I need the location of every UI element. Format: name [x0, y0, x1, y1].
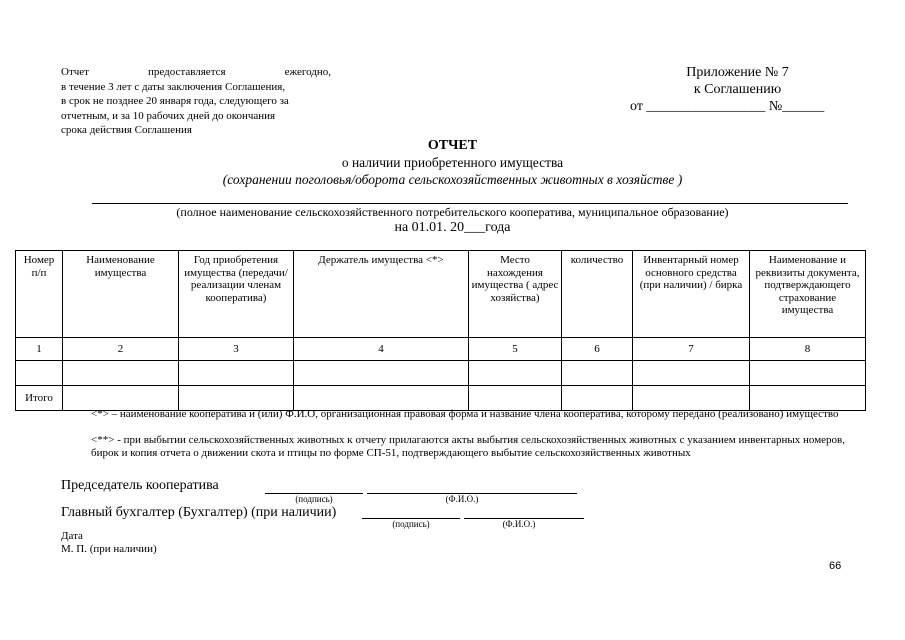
accountant-signature-hint: (подпись) [392, 519, 430, 529]
table-number-row [16, 338, 866, 361]
table-cell[interactable] [179, 386, 294, 411]
organization-name-line [92, 203, 848, 204]
footnote-disposal-text: <**> - при выбытии сельскохозяйственных животных к отчету прилагаются акты выбытия сельскохозяйственных животных с указанием инвентарных номеров, бирок и копия отчета о движении скота и птицы по форме СП-51, подтверждающего выбытие сельскохозяйственных животных [91, 434, 845, 459]
header-cell: Место нахождения имущества ( адрес хозяйства) [469, 251, 562, 338]
footnote-disposal [61, 434, 845, 459]
table-cell[interactable] [750, 386, 866, 411]
header-cell: Номер п/п [16, 251, 63, 338]
accountant-name-hint: (Ф.И.О.) [502, 519, 536, 529]
header-cell: количество [562, 251, 633, 338]
appendix-agreement: к Соглашению [693, 82, 782, 97]
table-cell[interactable] [562, 361, 633, 386]
chair-signature-hint: (подпись) [295, 494, 333, 504]
column-number: 5 [469, 338, 562, 361]
note-line: срока действия Соглашения [61, 124, 192, 136]
note-line: в течение 3 лет с даты заключения Соглашения, [61, 80, 286, 93]
report-subtitle-italic: (сохранении поголовья/оборота сельскохозяйственных животных в хозяйстве ) [222, 172, 683, 187]
table-total-row [16, 386, 866, 411]
table-cell[interactable] [562, 386, 633, 411]
table-cell[interactable] [294, 386, 469, 411]
table-cell[interactable] [633, 386, 750, 411]
column-number: 3 [179, 338, 294, 361]
header-cell: Год приобретения имущества (передачи/реализации членам кооператива) [179, 251, 294, 338]
page-number: 66 [829, 560, 842, 572]
column-number: 8 [750, 338, 866, 361]
report-title: ОТЧЕТ [427, 138, 478, 153]
date-label: Дата [61, 530, 83, 542]
table-cell[interactable] [63, 386, 179, 411]
column-number: 2 [63, 338, 179, 361]
table-cell[interactable] [469, 386, 562, 411]
appendix-number: Приложение № 7 [686, 65, 789, 80]
footnote-holder [61, 408, 845, 421]
appendix-reference [630, 64, 845, 115]
note-line: в срок не позднее 20 января года, следующего за [61, 95, 289, 107]
total-label: Итого [16, 386, 63, 411]
header-cell: Держатель имущества <*> [294, 251, 469, 338]
submission-note [61, 65, 331, 138]
table-cell[interactable] [179, 361, 294, 386]
note-line: отчетным, и за 10 рабочих дней до окончания [61, 109, 276, 122]
report-subtitle: о наличии приобретенного имущества [341, 155, 564, 170]
footnote-holder-text: <*> – наименование кооператива и (или) Ф.И.О, организационная правовая форма и название члена кооператива, которому передано (реализовано) имущество [91, 408, 839, 420]
table-cell[interactable] [750, 361, 866, 386]
organization-caption: (полное наименование сельскохозяйственного потребительского кооператива, муниципальное образование) [176, 205, 729, 219]
table-row [16, 361, 866, 386]
column-number: 1 [16, 338, 63, 361]
report-date: на 01.01. 20___года [394, 220, 511, 235]
table-cell[interactable] [16, 361, 63, 386]
column-number: 7 [633, 338, 750, 361]
accountant-label: Главный бухгалтер (Бухгалтер) (при наличии) [61, 505, 337, 520]
header-cell: Инвентарный номер основного средства (при наличии) / бирка [633, 251, 750, 338]
column-number: 6 [562, 338, 633, 361]
property-table [15, 250, 866, 411]
table-header-row [16, 251, 866, 338]
table-cell[interactable] [294, 361, 469, 386]
note-line: Отчет предоставляется ежегодно, [61, 66, 331, 78]
header-cell: Наименование и реквизиты документа, подтверждающего страхование имущества [750, 251, 866, 338]
chair-name-hint: (Ф.И.О.) [445, 494, 479, 504]
column-number: 4 [294, 338, 469, 361]
table-cell[interactable] [469, 361, 562, 386]
table-cell[interactable] [633, 361, 750, 386]
header-cell: Наименование имущества [63, 251, 179, 338]
appendix-date-number: от _________________ №______ [630, 99, 825, 114]
table-cell[interactable] [63, 361, 179, 386]
chair-label: Председатель кооператива [61, 478, 219, 493]
stamp-label: М. П. (при наличии) [61, 543, 157, 555]
